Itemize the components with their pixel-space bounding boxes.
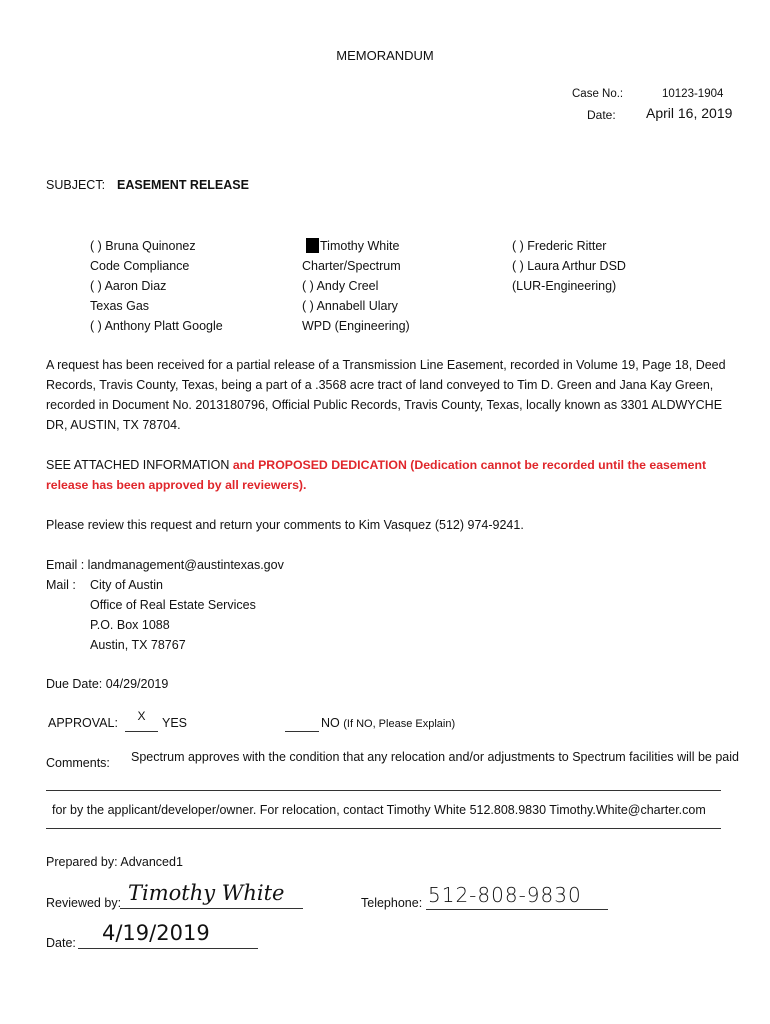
comment-underline xyxy=(46,828,721,829)
signoff-date-label: Date: xyxy=(46,936,76,950)
email-line: Email : landmanagement@austintexas.gov xyxy=(46,558,284,572)
reviewers-column-3 xyxy=(512,236,626,296)
subject-label: SUBJECT: xyxy=(46,178,106,192)
mail-line xyxy=(46,615,284,635)
memo-date-value: April 16, 2019 xyxy=(646,105,733,121)
comments-label: Comments: xyxy=(46,756,110,770)
reviewer-department: Code Compliance xyxy=(90,259,190,273)
reviewer-department: WPD (Engineering) xyxy=(302,319,410,333)
reviewed-by-label: Reviewed by: xyxy=(46,896,122,910)
reviewer-entry: ( ) Anthony Platt Google xyxy=(90,319,223,333)
attached-information-paragraph xyxy=(46,455,746,495)
reviewer-department: Charter/Spectrum xyxy=(302,259,401,273)
checked-box-icon xyxy=(306,238,319,253)
reviewer-entry: ( ) Annabell Ulary xyxy=(302,299,398,313)
reviewer-entry-checked xyxy=(302,236,410,256)
no-option xyxy=(321,716,455,730)
mail-address-line: Austin, TX 78767 xyxy=(90,638,186,652)
case-number-label: Case No.: xyxy=(572,88,624,100)
yes-mark: X xyxy=(137,709,146,723)
mail-line xyxy=(46,635,284,655)
memo-date-label: Date: xyxy=(587,108,616,122)
reviewer-entry: ( ) Aaron Diaz xyxy=(90,279,167,293)
mail-address-line: P.O. Box 1088 xyxy=(90,618,170,632)
signoff-date-field[interactable]: 4/19/2019 xyxy=(78,921,258,949)
due-date: Due Date: 04/29/2019 xyxy=(46,677,169,691)
reviewer-department: Texas Gas xyxy=(90,299,150,313)
mail-line xyxy=(46,595,284,615)
subject-value: EASEMENT RELEASE xyxy=(117,178,249,192)
reviewer-entry: ( ) Frederic Ritter xyxy=(512,239,607,253)
mail-label: Mail : xyxy=(46,578,76,592)
comment-text-line-2: for by the applicant/developer/owner. For relocation, contact Timothy White 512.808.9830 Timothy.White@charter.com xyxy=(52,803,706,817)
comment-underline xyxy=(46,790,721,791)
approval-label: APPROVAL: xyxy=(48,716,118,730)
case-number-value: 10123-1904 xyxy=(662,88,724,100)
telephone-field[interactable]: 512-808-9830 xyxy=(426,883,608,910)
mail-address-line: Office of Real Estate Services xyxy=(90,598,256,612)
comment-text-line-1: Spectrum approves with the condition that any relocation and/or adjustments to Spectrum facilities will be paid xyxy=(131,750,739,764)
request-paragraph: A request has been received for a partial release of a Transmission Line Easement, recorded in Volume 19, Page 18, Deed Records, Travis County, Texas, being a part of a .3568 acre tract of land conveyed to Tim D. Green and Jana Kay Green, recorded in Document No. 2013180796, Official Public Records, Travis County, Texas, locally known as 3301 ALDWYCHE DR, AUSTIN, TX 78704. xyxy=(46,358,726,432)
review-request-paragraph: Please review this request and return your comments to Kim Vasquez (512) 974-9241. xyxy=(46,518,524,532)
reviewer-entry: ( ) Andy Creel xyxy=(302,279,379,293)
yes-label: YES xyxy=(162,716,188,730)
memo-title: MEMORANDUM xyxy=(336,48,434,63)
reviewer-entry: ( ) Bruna Quinonez xyxy=(90,239,196,253)
contact-block xyxy=(46,555,284,655)
prepared-by: Prepared by: Advanced1 xyxy=(46,855,183,869)
no-label: NO xyxy=(321,716,340,730)
reviewer-department: (LUR-Engineering) xyxy=(512,279,617,293)
reviewer-signature-field[interactable]: Timothy White xyxy=(120,882,303,909)
no-explain-note: (If NO, Please Explain) xyxy=(343,718,456,730)
proposed-dedication-note: and PROPOSED DEDICATION (Dedication cannot be recorded until the easement release has been approved by all reviewers). xyxy=(46,458,707,492)
reviewers-column-2 xyxy=(302,236,410,336)
mail-line xyxy=(46,575,284,595)
no-blank-field[interactable] xyxy=(285,716,319,732)
reviewers-column-1 xyxy=(90,236,223,336)
telephone-label: Telephone: xyxy=(361,896,423,910)
attached-prefix: SEE ATTACHED INFORMATION xyxy=(46,458,233,472)
reviewer-name: Timothy White xyxy=(320,239,400,253)
reviewer-entry: ( ) Laura Arthur DSD xyxy=(512,259,626,273)
mail-address-line: City of Austin xyxy=(90,578,163,592)
